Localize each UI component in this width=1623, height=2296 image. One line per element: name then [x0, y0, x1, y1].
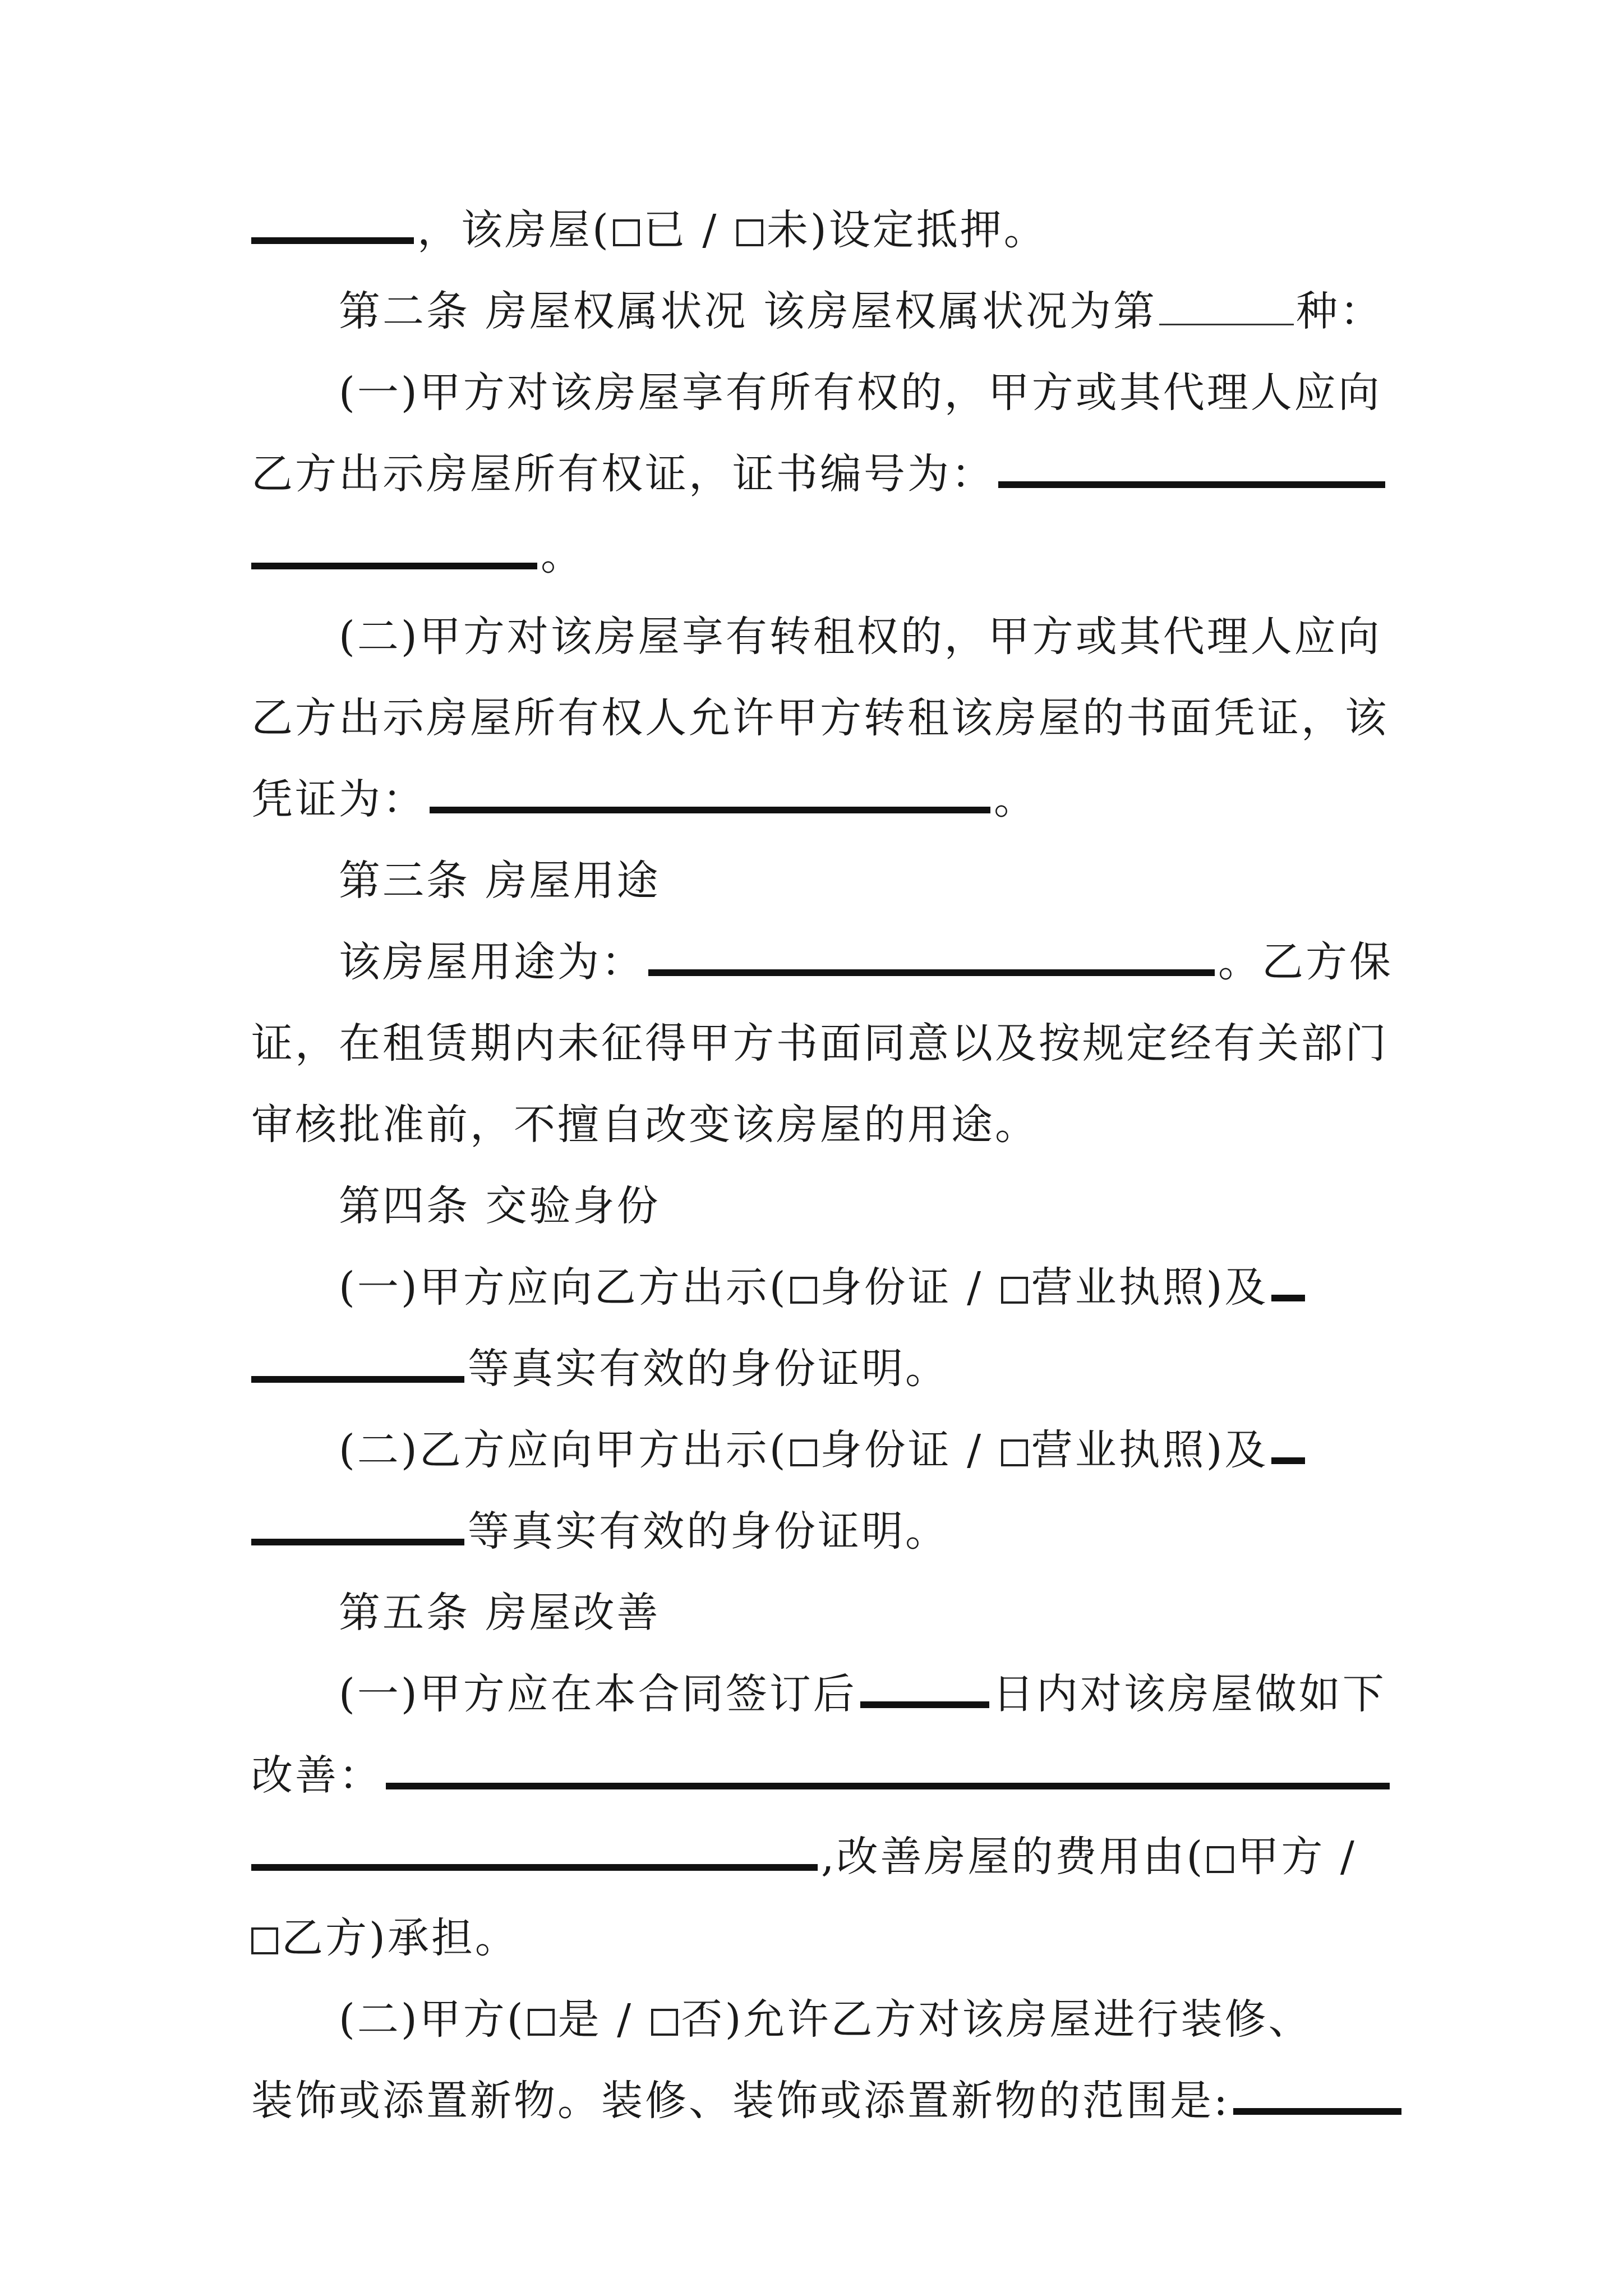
checkbox-icon[interactable]	[613, 219, 640, 246]
checkbox-icon[interactable]	[528, 2009, 555, 2036]
text-line	[251, 1826, 1378, 1888]
clause-heading	[339, 280, 1384, 342]
text-segment: 乙方出示房屋所有权人允许甲方转租该房屋的书面凭证，该	[251, 694, 1389, 742]
fill-blank[interactable]	[1271, 1457, 1305, 1464]
text-segment: 等真实有效的身份证明。	[468, 1507, 949, 1556]
text-segment: 。乙方保	[1218, 938, 1393, 986]
fill-blank[interactable]	[998, 481, 1385, 488]
text-line	[251, 1338, 1378, 1400]
checkbox-icon[interactable]	[251, 1927, 278, 1954]
text-segment: 否)允许乙方对该房屋进行装修、	[681, 1995, 1312, 2044]
fill-blank[interactable]	[251, 237, 414, 244]
text-line	[251, 1907, 1378, 1969]
text-segment: 第四条 交验身份	[339, 1182, 661, 1230]
checkbox-icon[interactable]	[790, 1439, 817, 1466]
text-segment: 。	[541, 531, 584, 579]
text-line	[251, 524, 1378, 586]
text-line	[339, 606, 1382, 668]
fill-blank[interactable]	[1271, 1295, 1305, 1301]
text-line	[251, 1094, 1378, 1156]
text-segment: 乙方)承担。	[282, 1914, 519, 1962]
fill-blank[interactable]	[251, 563, 537, 569]
fill-blank[interactable]	[860, 1701, 989, 1708]
text-segment: 第二条 房屋权属状况 该房屋权属状况为第	[339, 287, 1158, 335]
text-segment: 该房屋用途为：	[339, 938, 645, 986]
text-line	[251, 687, 1389, 749]
checkbox-icon[interactable]	[1001, 1277, 1028, 1304]
text-segment: 营业执照)及	[1031, 1263, 1269, 1312]
text-segment: 改善：	[251, 1751, 382, 1800]
text-segment: 第三条 房屋用途	[339, 857, 661, 905]
text-segment: 营业执照)及	[1031, 1426, 1269, 1474]
text-segment: 甲方 /	[1237, 1833, 1357, 1881]
checkbox-icon[interactable]	[736, 219, 763, 246]
text-segment: 未)设定抵押。	[766, 206, 1048, 254]
text-line	[339, 1257, 1378, 1318]
fill-blank[interactable]	[1233, 2108, 1401, 2115]
text-segment: (二)甲方对该房屋享有转租权的，甲方或其代理人应向	[339, 613, 1382, 661]
text-line	[251, 443, 1378, 505]
checkbox-icon[interactable]	[1207, 1846, 1234, 1873]
text-line	[251, 769, 1378, 830]
fill-blank[interactable]	[386, 1783, 1390, 1789]
text-segment: 第五条 房屋改善	[339, 1589, 661, 1637]
text-segment: 乙方出示房屋所有权证，证书编号为：	[251, 450, 995, 498]
text-segment: 凭证为：	[251, 775, 426, 823]
text-segment: (二)乙方应向甲方出示(	[339, 1426, 788, 1474]
clause-heading	[339, 850, 1378, 912]
text-line	[339, 1663, 1386, 1725]
fill-blank[interactable]	[251, 1539, 464, 1545]
text-segment: 身份证 /	[820, 1263, 999, 1312]
text-line	[251, 1501, 1378, 1562]
text-segment: (二)甲方(	[339, 1995, 525, 2044]
checkbox-icon[interactable]	[651, 2009, 678, 2036]
clause-heading	[339, 1582, 1378, 1644]
text-segment: ，该房屋(	[417, 206, 611, 254]
text-segment: (一)甲方应在本合同签订后	[339, 1670, 857, 1718]
text-line	[339, 1419, 1378, 1481]
checkbox-icon[interactable]	[790, 1277, 817, 1304]
text-segment: 身份证 /	[820, 1426, 999, 1474]
text-segment: 种：	[1296, 287, 1384, 335]
text-line	[339, 362, 1382, 424]
text-segment: 装饰或添置新物。装修、装饰或添置新物的范围是:	[251, 2077, 1230, 2125]
text-segment: (一)甲方应向乙方出示(	[339, 1263, 788, 1312]
text-line	[251, 1745, 1378, 1806]
text-segment: 日内对该房屋做如下	[992, 1670, 1386, 1718]
text-line	[251, 1013, 1389, 1074]
text-segment: 是 /	[557, 1995, 649, 2044]
clause-heading	[339, 1175, 1378, 1237]
text-segment: ,改善房屋的费用由(	[821, 1833, 1205, 1881]
text-segment: 证，在租赁期内未征得甲方书面同意以及按规定经有关部门	[251, 1019, 1389, 1068]
text-segment: 审核批准前，不擅自改变该房屋的用途。	[251, 1101, 1039, 1149]
text-segment: 。	[994, 775, 1038, 823]
fill-blank[interactable]	[1159, 324, 1294, 325]
checkbox-icon[interactable]	[1001, 1439, 1028, 1466]
text-segment: 已 /	[643, 206, 734, 254]
text-line	[339, 1989, 1378, 2050]
text-segment: (一)甲方对该房屋享有所有权的，甲方或其代理人应向	[339, 369, 1382, 417]
text-line	[251, 2070, 1378, 2132]
text-line	[339, 931, 1393, 993]
text-line	[251, 199, 1378, 261]
fill-blank[interactable]	[648, 969, 1215, 976]
fill-blank[interactable]	[251, 1376, 464, 1383]
fill-blank[interactable]	[251, 1864, 818, 1871]
text-segment: 等真实有效的身份证明。	[468, 1345, 949, 1393]
fill-blank[interactable]	[430, 807, 990, 813]
